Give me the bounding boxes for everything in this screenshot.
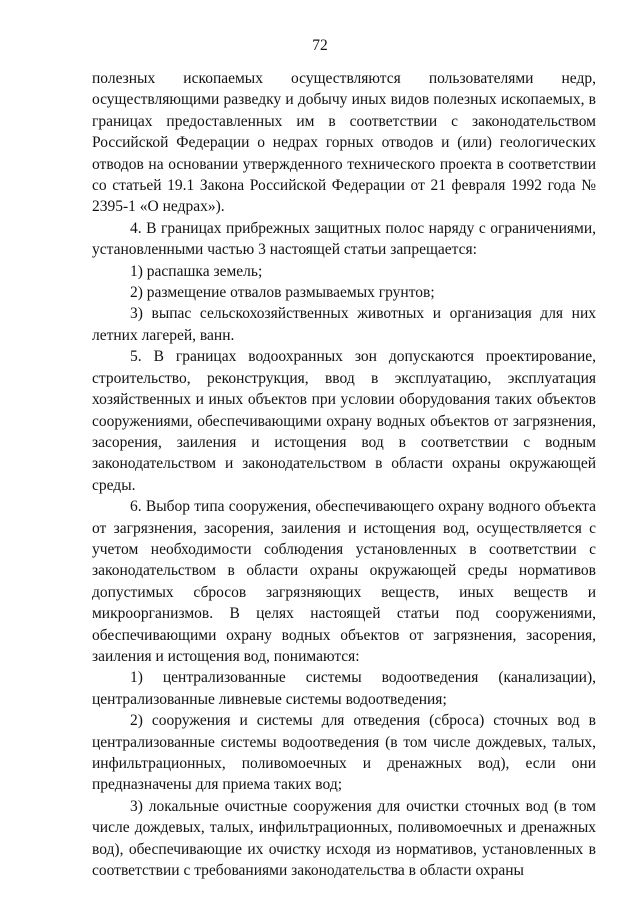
paragraph-continuation: полезных ископаемых осуществляются пользователями недр, осуществляющими разведку и добычу иных видов полезных ископаемых, в границах предоставленных им в соответствии с законодательством Российской Федерации о недрах горных отводов и (или) геологических отводов на основании утвержденного технического проекта в соответствии со статьей 19.1 Закона Российской Федерации от 21 февраля 1992 года № 2395-1 «О недрах»). — [92, 70, 596, 216]
paragraph-subitem-4-2: 2) размещение отвалов размываемых грунтов; — [130, 284, 435, 302]
document-body — [92, 68, 596, 881]
paragraph-item-4: 4. В границах прибрежных защитных полос наряду с ограничениями, установленными частью 3 настоящей статьи запрещается: — [92, 219, 596, 259]
paragraph-item-6: 6. Выбор типа сооружения, обеспечивающего охрану водного объекта от загрязнения, засорения, заиления и истощения вод, осуществляется с учетом необходимости соблюдения установленных в соответствии с законодательством в области охраны окружающей среды нормативов допустимых сбросов загрязняющих веществ, иных веществ и микроорганизмов. В целях настоящей статьи под сооружениями, обеспечивающими охрану водных объектов от загрязнения, засорения, заиления и истощения вод, понимаются: — [92, 498, 596, 665]
paragraph-subitem-4-1: 1) распашка земель; — [130, 262, 263, 280]
paragraph-subitem-6-1: 1) централизованные системы водоотведения (канализации), централизованные ливневые системы водоотведения; — [92, 669, 596, 708]
paragraph-subitem-6-3: 3) локальные очистные сооружения для очистки сточных вод (в том числе дождевых, талых, инфильтрационных, поливомоечных и дренажных вод), обеспечивающие их очистку исходя из нормативов, установленных в соответствии с требованиями законодательства в области охраны — [92, 797, 596, 880]
page-number: 72 — [312, 37, 328, 54]
paragraph-subitem-6-2: 2) сооружения и системы для отведения (сброса) сточных вод в централизованные системы водоотведения (в том числе дождевых, талых, инфильтрационных, поливомоечных и дренажных вод), если они предназначены для приема таких вод; — [92, 712, 596, 794]
paragraph-item-5: 5. В границах водоохранных зон допускаются проектирование, строительство, реконструкция, ввод в эксплуатацию, эксплуатация хозяйственных и иных объектов при условии оборудования таких объектов сооружениями, обеспечивающими охрану водных объектов от загрязнения, засорения, заиления и истощения вод в соответствии с водным законодательством и законодательством в области охраны окружающей среды. — [92, 348, 596, 494]
paragraph-subitem-4-3: 3) выпас сельскохозяйственных животных и организация для них летних лагерей, ванн. — [92, 305, 596, 344]
